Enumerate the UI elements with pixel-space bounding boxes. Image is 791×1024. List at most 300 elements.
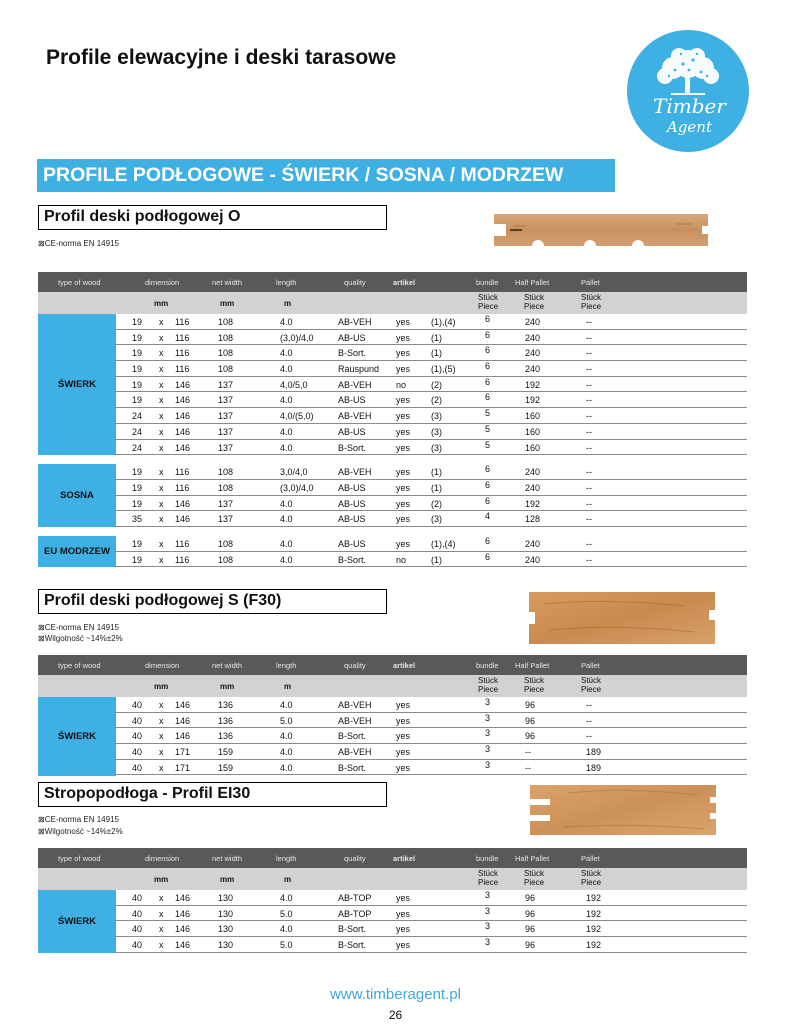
cell-times: x [159, 908, 164, 919]
cell-bundle: 6 [485, 495, 491, 506]
col-artikel: artikel [393, 278, 416, 287]
cell-half-pallet: 96 [525, 924, 536, 935]
cell-width: 146 [175, 924, 191, 935]
cell-net-width: 108 [218, 482, 234, 493]
cell-width: 146 [175, 893, 191, 903]
cell-artikel: yes [396, 908, 411, 919]
unit-stuck-piece: Stück Piece [524, 676, 545, 694]
cell-length: 4,0/5,0 [280, 379, 308, 390]
cell-times: x [159, 379, 164, 390]
col-pallet: Pallet [581, 854, 600, 863]
cell-thickness: 19 [132, 554, 143, 565]
cell-thickness: 24 [132, 442, 143, 453]
cell-quality: AB-VEH [338, 317, 372, 327]
cell-thickness: 19 [132, 395, 143, 406]
cell-thickness: 19 [132, 364, 143, 375]
unit-stuck-piece: Stück Piece [478, 676, 499, 694]
cell-thickness: 40 [132, 747, 143, 758]
cell-times: x [159, 893, 164, 903]
wood-group [38, 464, 747, 527]
cell-note: (3) [431, 411, 442, 422]
cell-bundle: 6 [485, 392, 491, 403]
cell-length: 4.0 [280, 426, 293, 437]
cell-width: 116 [175, 348, 190, 359]
cell-pallet: 192 [586, 924, 602, 935]
cell-length: 4.0 [280, 731, 293, 742]
col-length: length [276, 278, 297, 287]
cell-length: 4.0 [280, 317, 293, 327]
unit-stuck-piece: Stück Piece [581, 869, 602, 887]
unit-mm: mm [220, 875, 235, 884]
col-length: length [276, 661, 297, 670]
spec-line: ⊠CE-norma EN 14915 [38, 815, 119, 824]
cell-width: 146 [175, 426, 191, 437]
cell-artikel: yes [396, 762, 411, 773]
col-pallet: Pallet [581, 661, 600, 670]
cell-bundle: 3 [485, 905, 491, 916]
cell-net-width: 108 [218, 364, 234, 375]
cell-times: x [159, 317, 164, 327]
cell-pallet: -- [586, 538, 592, 549]
cell-length: 4.0 [280, 364, 293, 375]
cell-net-width: 137 [218, 498, 234, 509]
table-header-row [38, 272, 747, 292]
cell-length: 4.0 [280, 700, 293, 710]
cell-pallet: 189 [586, 747, 602, 758]
plank-profile-ei30-image [528, 783, 720, 837]
table-row [116, 464, 747, 480]
cell-width: 116 [175, 482, 190, 493]
cell-width: 146 [175, 379, 191, 390]
cell-bundle: 6 [485, 329, 491, 340]
spec-line: ⊠Wilgotność ~14%±2% [38, 827, 123, 836]
cell-thickness: 19 [132, 467, 143, 478]
spec-line: ⊠CE-norma EN 14915 [38, 239, 119, 248]
cell-bundle: 3 [485, 937, 491, 948]
cell-half-pallet: 160 [525, 411, 541, 422]
table-row [116, 921, 747, 937]
table-row [116, 408, 747, 424]
col-length: length [276, 854, 297, 863]
cell-half-pallet: 192 [525, 498, 541, 509]
cell-thickness: 40 [132, 762, 143, 773]
cell-bundle: 4 [485, 511, 491, 522]
cell-quality: AB-US [338, 332, 366, 343]
cell-thickness: 40 [132, 715, 143, 726]
price-table-ei30 [38, 848, 747, 953]
cell-thickness: 40 [132, 924, 143, 935]
plank-profile-o-image [492, 210, 710, 250]
cell-pallet: 192 [586, 940, 602, 951]
cell-half-pallet: 160 [525, 442, 541, 453]
cell-net-width: 130 [218, 924, 234, 935]
cell-net-width: 130 [218, 908, 234, 919]
cell-pallet: -- [586, 379, 592, 390]
cell-quality: AB-VEH [338, 715, 372, 726]
table-row [116, 760, 747, 776]
cell-half-pallet: 192 [525, 379, 541, 390]
cell-half-pallet: 240 [525, 482, 541, 493]
table-header-row [38, 848, 747, 868]
cell-note: (1) [431, 467, 442, 478]
cell-half-pallet: 240 [525, 467, 541, 478]
cell-width: 146 [175, 700, 191, 710]
page-title: Profile elewacyjne i deski tarasowe [46, 46, 397, 69]
cell-width: 146 [175, 442, 191, 453]
cell-bundle: 5 [485, 423, 491, 434]
cell-times: x [159, 715, 164, 726]
cell-times: x [159, 426, 164, 437]
spec-line: ⊠Wilgotność ~14%±2% [38, 634, 123, 643]
cell-thickness: 40 [132, 940, 143, 951]
cell-times: x [159, 924, 164, 935]
cell-times: x [159, 762, 164, 773]
wood-group [38, 890, 747, 953]
section-title-profile-s: Profil deski podłogowej S (F30) [38, 589, 387, 614]
col-pallet: Pallet [581, 278, 600, 287]
cell-note: (3) [431, 442, 442, 453]
cell-times: x [159, 348, 164, 359]
table-row [116, 496, 747, 512]
cell-times: x [159, 498, 164, 509]
cell-pallet: -- [586, 554, 592, 565]
cell-quality: AB-US [338, 482, 366, 493]
price-table-profile-s [38, 655, 747, 775]
cell-pallet: -- [586, 317, 592, 327]
cell-bundle: 3 [485, 712, 491, 723]
cell-bundle: 6 [485, 535, 491, 546]
cell-half-pallet: 96 [525, 731, 536, 742]
cell-artikel: yes [396, 731, 411, 742]
cell-bundle: 6 [485, 479, 491, 490]
wood-group [38, 697, 747, 775]
cell-artikel: yes [396, 893, 411, 903]
cell-quality: AB-US [338, 426, 366, 437]
cell-net-width: 136 [218, 700, 234, 710]
section-title-profile-o: Profil deski podłogowej O [38, 205, 387, 230]
cell-net-width: 130 [218, 893, 234, 903]
unit-stuck-piece: Stück Piece [478, 293, 499, 311]
cell-thickness: 19 [132, 332, 143, 343]
cell-pallet: -- [586, 514, 592, 525]
cell-quality: AB-US [338, 498, 366, 509]
cell-note: (2) [431, 395, 442, 406]
cell-artikel: yes [396, 498, 411, 509]
cell-pallet: -- [586, 348, 592, 359]
cell-width: 171 [175, 747, 191, 758]
cell-width: 146 [175, 395, 191, 406]
wood-type-label: SOSNA [38, 464, 116, 527]
cell-pallet: -- [586, 715, 592, 726]
cell-length: 5.0 [280, 715, 293, 726]
cell-thickness: 24 [132, 426, 143, 437]
unit-mm: mm [154, 299, 169, 308]
table-row [116, 937, 747, 953]
cell-pallet: -- [586, 731, 592, 742]
plank-profile-s-image [525, 590, 717, 646]
cell-net-width: 136 [218, 715, 234, 726]
cell-pallet: -- [586, 498, 592, 509]
cell-net-width: 159 [218, 762, 234, 773]
cell-artikel: yes [396, 538, 411, 549]
cell-quality: AB-US [338, 395, 366, 406]
cell-artikel: yes [396, 411, 411, 422]
col-half-pallet: Half Pallet [515, 854, 550, 863]
cell-times: x [159, 395, 164, 406]
cell-half-pallet: 240 [525, 538, 541, 549]
cell-bundle: 3 [485, 759, 491, 770]
cell-half-pallet: 240 [525, 317, 541, 327]
cell-times: x [159, 467, 164, 478]
cell-thickness: 40 [132, 731, 143, 742]
cell-thickness: 24 [132, 411, 143, 422]
page-number: 26 [388, 1008, 403, 1022]
cell-half-pallet: 240 [525, 332, 541, 343]
cell-quality: B-Sort. [338, 348, 367, 359]
col-quality: quality [344, 661, 366, 670]
cell-pallet: -- [586, 364, 592, 375]
table-subheader-row [38, 292, 747, 314]
cell-artikel: yes [396, 940, 411, 951]
cell-bundle: 3 [485, 697, 491, 707]
cell-width: 146 [175, 908, 191, 919]
cell-bundle: 6 [485, 345, 491, 356]
cell-times: x [159, 482, 164, 493]
cell-times: x [159, 411, 164, 422]
logo-text-agent: Agent [667, 118, 712, 136]
cell-net-width: 130 [218, 940, 234, 951]
cell-note: (1) [431, 554, 442, 565]
unit-mm: mm [220, 299, 235, 308]
cell-thickness: 35 [132, 514, 143, 525]
cell-pallet: -- [586, 442, 592, 453]
cell-quality: B-Sort. [338, 442, 367, 453]
cell-note: (1) [431, 482, 442, 493]
cell-half-pallet: 240 [525, 348, 541, 359]
cell-times: x [159, 940, 164, 951]
unit-m: m [284, 682, 292, 691]
cell-length: 4.0 [280, 538, 293, 549]
col-half-pallet: Half Pallet [515, 661, 550, 670]
cell-note: (1),(4) [431, 538, 456, 549]
unit-stuck-piece: Stück Piece [524, 293, 545, 311]
cell-thickness: 40 [132, 908, 143, 919]
section-title-ei30: Stropopodłoga - Profil EI30 [38, 782, 387, 807]
cell-note: (1),(4) [431, 317, 456, 327]
col-artikel: artikel [393, 661, 416, 670]
cell-thickness: 40 [132, 893, 143, 903]
cell-times: x [159, 747, 164, 758]
cell-length: (3,0)/4,0 [280, 332, 314, 343]
cell-length: 4.0 [280, 514, 293, 525]
cell-pallet: 192 [586, 893, 602, 903]
cell-artikel: yes [396, 332, 411, 343]
cell-length: 5.0 [280, 940, 293, 951]
cell-note: (3) [431, 426, 442, 437]
cell-artikel: yes [396, 715, 411, 726]
cell-pallet: -- [586, 700, 592, 710]
cell-half-pallet: 160 [525, 426, 541, 437]
unit-stuck-piece: Stück Piece [581, 293, 602, 311]
wood-type-label: ŚWIERK [38, 314, 116, 455]
footer-website-link[interactable]: www.timberagent.pl [330, 986, 461, 1003]
cell-quality: Rauspund [338, 364, 380, 375]
cell-pallet: -- [586, 482, 592, 493]
table-row [116, 440, 747, 456]
cell-width: 146 [175, 514, 191, 525]
cell-half-pallet: 96 [525, 908, 536, 919]
table-row [116, 392, 747, 408]
table-row [116, 713, 747, 729]
cell-net-width: 108 [218, 332, 234, 343]
cell-pallet: 192 [586, 908, 602, 919]
table-row [116, 744, 747, 760]
table-row [116, 552, 747, 568]
logo-text-timber: Timber [653, 94, 726, 118]
cell-note: (1) [431, 332, 442, 343]
cell-artikel: yes [396, 482, 411, 493]
cell-artikel: yes [396, 348, 411, 359]
cell-half-pallet: -- [525, 747, 531, 758]
cell-net-width: 108 [218, 467, 234, 478]
cell-times: x [159, 364, 164, 375]
cell-width: 116 [175, 364, 190, 375]
table-row [116, 697, 747, 713]
cell-half-pallet: 96 [525, 893, 536, 903]
col-quality: quality [344, 278, 366, 287]
cell-quality: B-Sort. [338, 940, 367, 951]
cell-quality: AB-VEH [338, 700, 372, 710]
cell-length: 3,0/4,0 [280, 467, 308, 478]
col-quality: quality [344, 854, 366, 863]
cell-length: 4.0 [280, 395, 293, 406]
cell-thickness: 19 [132, 482, 143, 493]
wood-type-label: ŚWIERK [38, 697, 116, 776]
cell-artikel: yes [396, 442, 411, 453]
cell-pallet: 189 [586, 762, 602, 773]
cell-artikel: yes [396, 924, 411, 935]
cell-note: (3) [431, 514, 442, 525]
cell-artikel: no [396, 554, 407, 565]
cell-thickness: 40 [132, 700, 143, 710]
cell-net-width: 159 [218, 747, 234, 758]
cell-width: 171 [175, 762, 191, 773]
cell-net-width: 137 [218, 426, 234, 437]
group-spacer [38, 527, 747, 536]
col-net-width: net width [212, 854, 243, 863]
cell-times: x [159, 332, 164, 343]
cell-bundle: 3 [485, 890, 491, 900]
cell-quality: B-Sort. [338, 762, 367, 773]
cell-length: 4.0 [280, 747, 293, 758]
cell-bundle: 5 [485, 408, 491, 419]
col-net-width: net width [212, 661, 243, 670]
cell-bundle: 3 [485, 744, 491, 755]
cell-thickness: 19 [132, 379, 143, 390]
cell-length: 4.0 [280, 554, 293, 565]
cell-quality: B-Sort. [338, 731, 367, 742]
cell-quality: AB-VEH [338, 379, 372, 390]
cell-pallet: -- [586, 332, 592, 343]
cell-half-pallet: 240 [525, 554, 541, 565]
unit-mm: mm [220, 682, 235, 691]
cell-thickness: 19 [132, 317, 143, 327]
table-row [116, 377, 747, 393]
cell-bundle: 3 [485, 728, 491, 739]
cell-artikel: yes [396, 467, 411, 478]
cell-quality: B-Sort. [338, 554, 367, 565]
cell-thickness: 19 [132, 498, 143, 509]
table-subheader-row [38, 868, 747, 890]
cell-note: (1),(5) [431, 364, 456, 375]
cell-net-width: 137 [218, 442, 234, 453]
cell-artikel: yes [396, 514, 411, 525]
cell-half-pallet: 96 [525, 715, 536, 726]
cell-width: 116 [175, 538, 190, 549]
cell-times: x [159, 554, 164, 565]
table-header-row [38, 655, 747, 675]
cell-times: x [159, 538, 164, 549]
cell-length: 4.0 [280, 348, 293, 359]
cell-times: x [159, 514, 164, 525]
unit-stuck-piece: Stück Piece [581, 676, 602, 694]
cell-artikel: yes [396, 364, 411, 375]
cell-width: 146 [175, 940, 191, 951]
unit-m: m [284, 875, 292, 884]
wood-type-label: ŚWIERK [38, 890, 116, 953]
table-row [116, 906, 747, 922]
cell-quality: AB-VEH [338, 411, 372, 422]
col-dimension: dimension [145, 661, 180, 670]
col-type-of-wood: type of wood [58, 854, 101, 863]
cell-length: (3,0)/4,0 [280, 482, 314, 493]
unit-m: m [284, 299, 292, 308]
section-banner: PROFILE PODŁOGOWE - ŚWIERK / SOSNA / MODRZEW [37, 159, 615, 192]
cell-note: (1) [431, 348, 442, 359]
cell-half-pallet: 192 [525, 395, 541, 406]
cell-pallet: -- [586, 467, 592, 478]
cell-bundle: 3 [485, 921, 491, 932]
col-bundle: bundle [476, 278, 499, 287]
cell-artikel: yes [396, 747, 411, 758]
wood-type-label: EU MODRZEW [38, 536, 116, 567]
col-half-pallet: Half Pallet [515, 278, 550, 287]
cell-width: 116 [175, 467, 190, 478]
cell-quality: AB-US [338, 514, 366, 525]
cell-width: 146 [175, 411, 191, 422]
cell-net-width: 108 [218, 348, 234, 359]
table-row [116, 345, 747, 361]
table-row [116, 361, 747, 377]
col-dimension: dimension [145, 854, 180, 863]
cell-half-pallet: 240 [525, 364, 541, 375]
table-row [116, 890, 747, 906]
cell-half-pallet: -- [525, 762, 531, 773]
cell-times: x [159, 731, 164, 742]
cell-artikel: yes [396, 317, 411, 327]
cell-net-width: 137 [218, 411, 234, 422]
cell-artikel: yes [396, 700, 411, 710]
cell-length: 4.0 [280, 762, 293, 773]
col-bundle: bundle [476, 661, 499, 670]
cell-quality: AB-TOP [338, 893, 372, 903]
table-row [116, 480, 747, 496]
cell-bundle: 6 [485, 376, 491, 387]
cell-net-width: 136 [218, 731, 234, 742]
cell-width: 146 [175, 715, 191, 726]
cell-thickness: 19 [132, 538, 143, 549]
unit-mm: mm [154, 682, 169, 691]
